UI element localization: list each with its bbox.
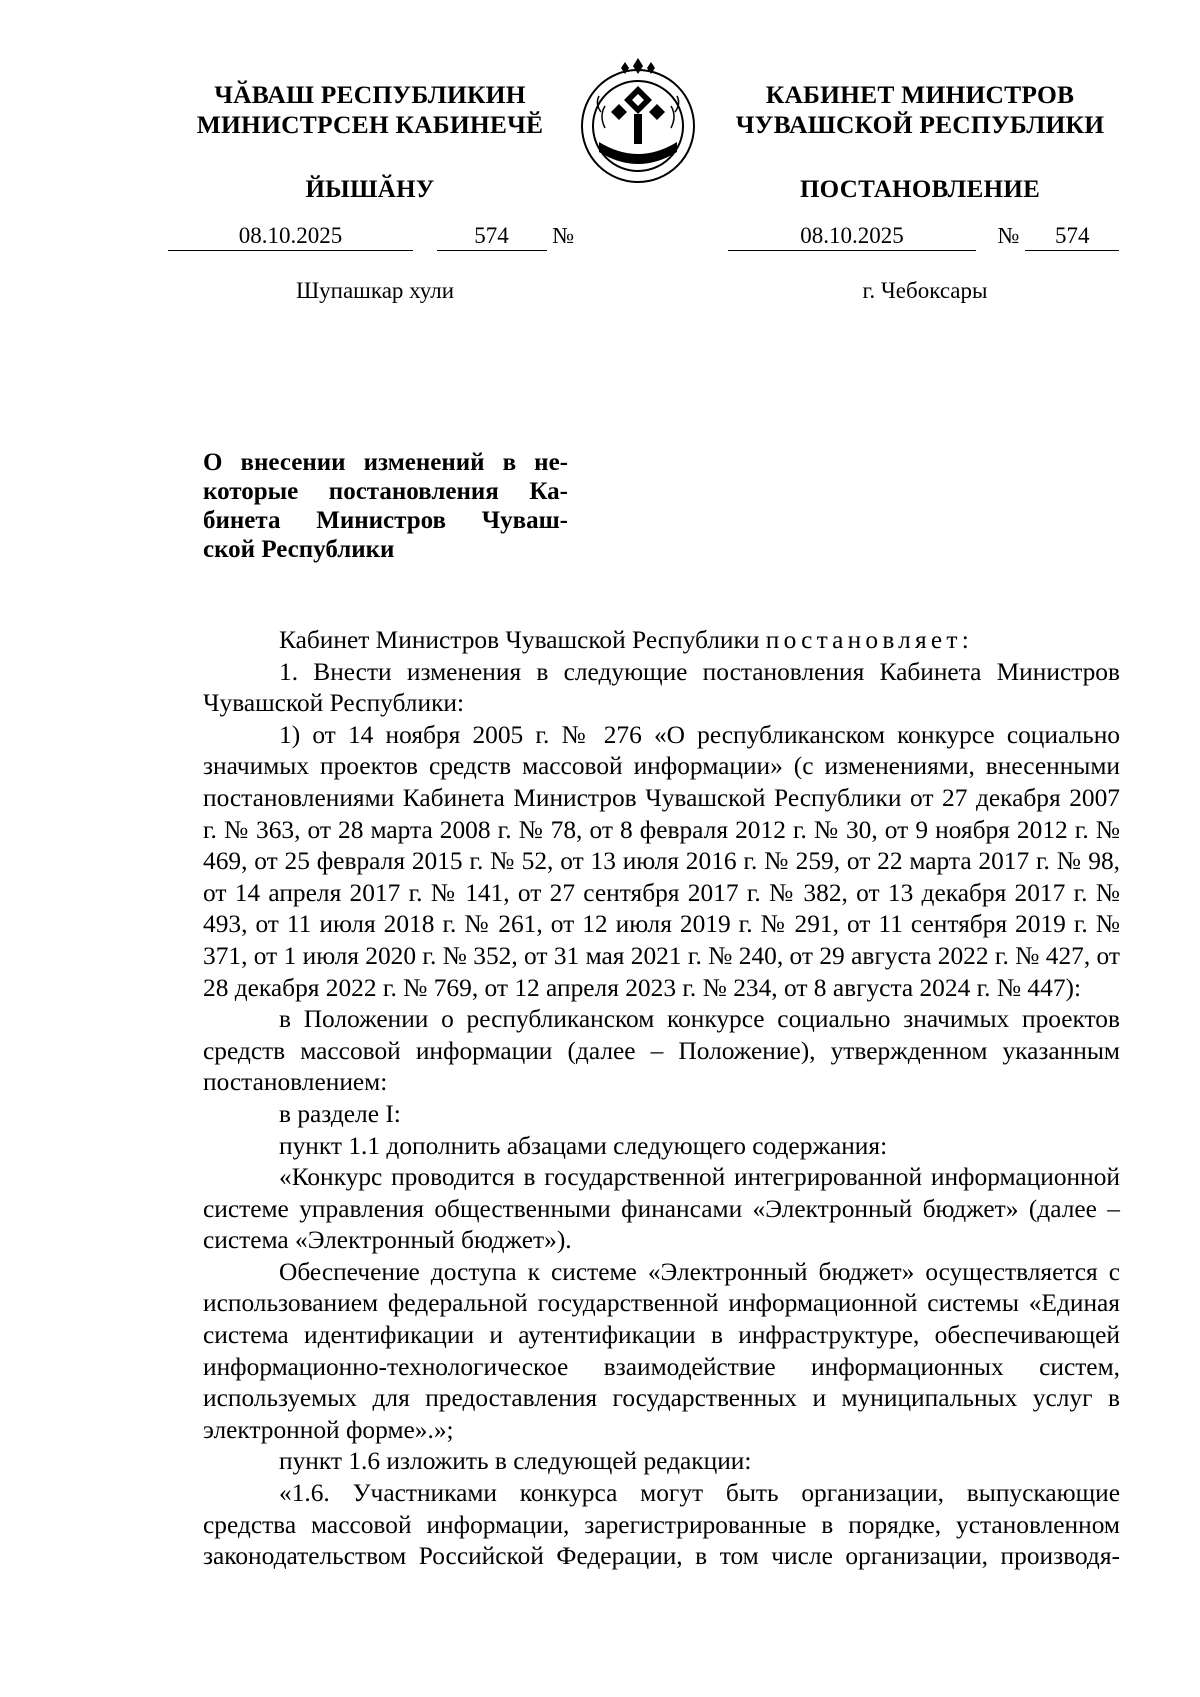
body-paragraph-2: 1) от 14 ноября 2005 г. № 276 «О республиканском конкурсе социально значимых проектов средств массовой информации» (с изменениями, внесенными постановлениями Кабинета Министров Чувашской Республики от 27 декабря 2007 г. № 363, от 28 марта 2008 г. № 78, от 8 февраля 2012 г. № 30, от 9 ноября 2012 г. № 469, от 25 февраля 2015 г. № 52, от 13 июля 2016 г. № 259, от 22 марта 2017 г. № 98, от 14 апреля 2017 г. № 141, от 27 сентября 2017 г. № 382, от 13 декабря 2017 г. № 493, от 11 июля 2018 г. № 261, от 12 июля 2019 г. № 291, от 11 сентября 2019 г. № 371, от 1 июля 2020 г. № 352, от 31 мая 2021 г. № 240, от 29 августа 2022 г. № 427, от 28 декабря 2022 г. № 769, от 12 апреля 2023 г. № 234, от 8 августа 2024 г. № 447): bbox=[203, 720, 1120, 1002]
chuvash-coat-of-arms-icon bbox=[569, 56, 707, 186]
body-paragraph-8: пункт 1.6 изложить в следующей редакции: bbox=[279, 1447, 752, 1476]
document-body bbox=[203, 625, 1120, 1573]
body-paragraph-5: пункт 1.1 дополнить абзацами следующего содержания: bbox=[279, 1131, 888, 1160]
subject-line4: ской Республики bbox=[203, 536, 395, 563]
body-paragraph-1: 1. Внести изменения в следующие постановления Кабинета Министров Чувашской Республики: bbox=[203, 657, 1120, 718]
body-paragraph-4: в разделе I: bbox=[279, 1099, 401, 1128]
right-number-sign: № bbox=[997, 223, 1020, 248]
right-place: г. Чебоксары bbox=[862, 278, 988, 303]
right-number: 574 bbox=[1025, 222, 1119, 251]
body-paragraph-7: Обеспечение доступа к системе «Электронный бюджет» осуществляется с использованием федеральной государственной информационной системы «Единая система идентификации и аутентификации в инфраструктуре, обеспечивающей информационно-технологическое взаимодействие информационных систем, используемых для предоставления государственных и муниципальных услуг в электронной форме».»; bbox=[203, 1257, 1120, 1444]
subject-line2: которые постановления Ка- bbox=[203, 478, 568, 505]
org-name-chuvash-line1: ЧӐВАШ РЕСПУБЛИКИН bbox=[214, 80, 526, 109]
left-place: Шупашкар хули bbox=[295, 278, 455, 303]
org-name-russian-line2: ЧУВАШСКОЙ РЕСПУБЛИКИ bbox=[735, 110, 1105, 139]
intro-prefix: Кабинет Министров Чувашской Республики bbox=[279, 626, 760, 654]
left-date: 08.10.2025 bbox=[168, 222, 413, 251]
body-intro bbox=[203, 625, 1120, 657]
left-date-number-line bbox=[168, 222, 574, 252]
intro-decree-word: постановляет: bbox=[765, 626, 973, 654]
doc-type-chuvash: ЙЫШӐНУ bbox=[305, 176, 435, 203]
right-date-number-line bbox=[728, 222, 1119, 252]
org-name-chuvash-line2: МИНИСТРСЕН КАБИНЕЧӖ bbox=[196, 110, 544, 139]
body-paragraph-6: «Конкурс проводится в государственной интегрированной информационной системе управления общественными финансами «Электронный бюджет» (далее – система «Электронный бюджет»). bbox=[203, 1163, 1120, 1255]
body-paragraph-9: «1.6. Участниками конкурса могут быть организации, выпускающие средства массовой информации, зарегистрированные в порядке, установленном законодательством Российской Федерации, в том числе организации, производя- bbox=[203, 1479, 1120, 1571]
header-left bbox=[150, 80, 590, 204]
left-number: 574 bbox=[437, 222, 547, 251]
subject-line1: О внесении изменений в не- bbox=[203, 449, 568, 476]
document-subject bbox=[203, 448, 568, 564]
subject-line3: бинета Министров Чуваш- bbox=[203, 507, 568, 534]
right-date: 08.10.2025 bbox=[728, 222, 976, 251]
org-name-russian-line1: КАБИНЕТ МИНИСТРОВ bbox=[765, 80, 1075, 109]
header-right bbox=[720, 80, 1120, 204]
body-paragraph-3: в Положении о республиканском конкурсе социально значимых проектов средств массовой информации (далее – Положение), утвержденном указанным постановлением: bbox=[203, 1005, 1120, 1097]
left-number-sign: № bbox=[552, 223, 575, 248]
doc-type-russian: ПОСТАНОВЛЕНИЕ bbox=[799, 176, 1041, 203]
